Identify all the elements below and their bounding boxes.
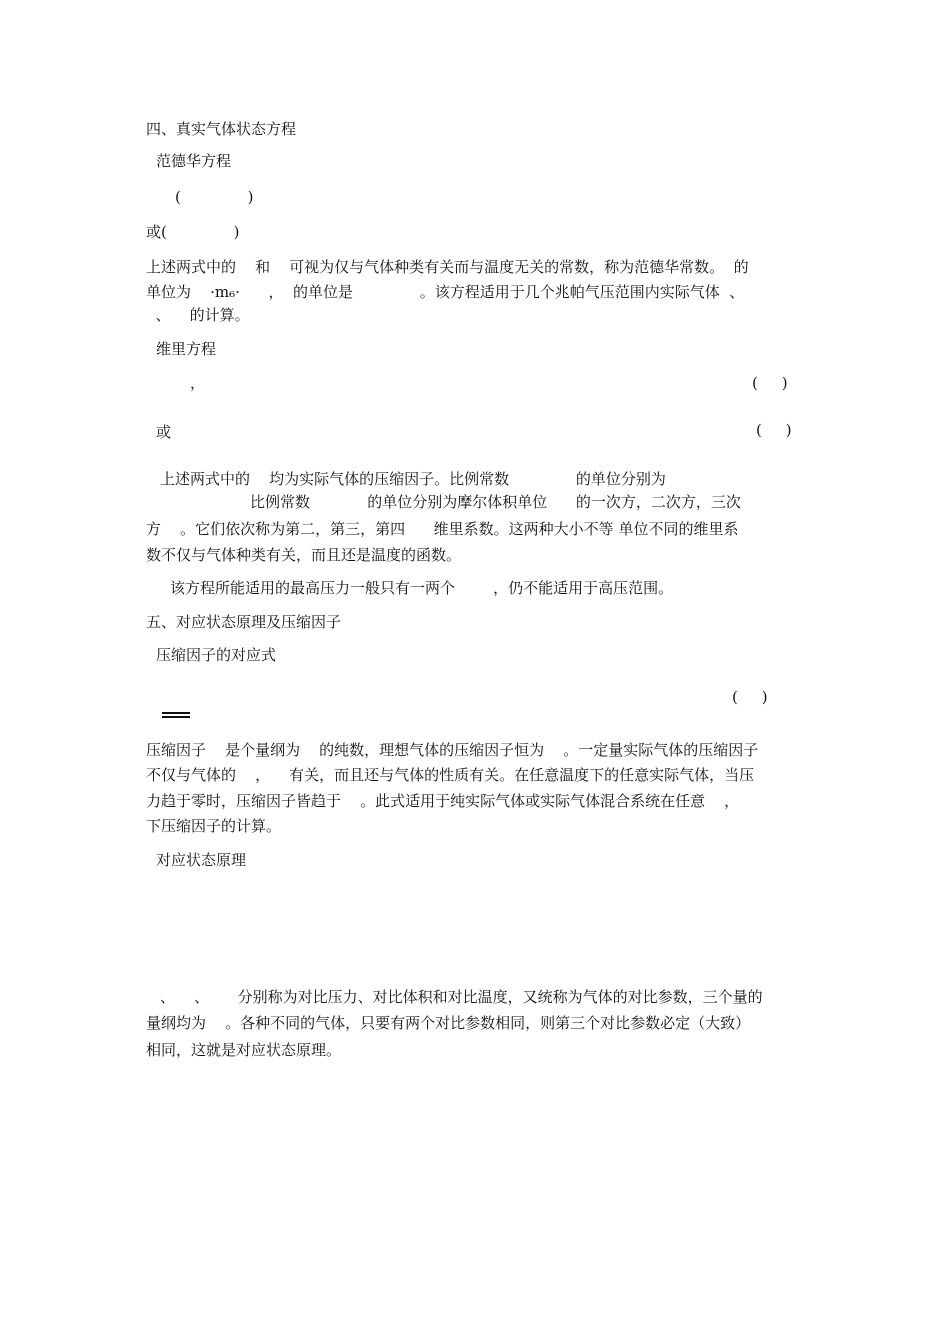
virial-eq2-number: ( ) [756,421,792,439]
z-para-line2: 不仅与气体的 ， 有关，而且还与气体的性质有关。在任意温度下的任意实际气体，当压 [146,766,755,784]
z-eq-number: ( ) [732,688,768,706]
vdw-eq2-number: 或( ) [146,223,240,241]
virial-para2: 该方程所能适用的最高压力一般只有一两个 ，仍不能适用于高压范围。 [170,579,674,597]
vdw-para-line3: 、 的计算。 [146,306,250,324]
section4-heading: 四、真实气体状态方程 [146,120,297,138]
section5-heading: 五、对应状态原理及压缩因子 [146,613,342,631]
z-para-line4: 下压缩因子的计算。 [146,817,282,835]
virial-para-line1: 上述两式中的 均为实际气体的压缩因子。比例常数 的单位分别为 [160,470,666,488]
corresponding-para-line1: 、 、 分别称为对比压力、对比体积和对比温度，又统称为气体的对比参数，三个量的 [160,988,763,1006]
z-title: 压缩因子的对应式 [156,646,277,664]
equals-rule-top [162,712,190,714]
virial-eq1-comma: ， [190,374,206,392]
z-para-line3: 力趋于零时，压缩因子皆趋于 。此式适用于纯实际气体或实际气体混合系统在任意 ， [146,792,740,810]
equals-rule-bottom [162,716,190,718]
virial-eq1-number: ( ) [752,374,788,392]
vdw-title: 范德华方程 [156,152,232,170]
virial-para-line2: 比例常数 的单位分别为摩尔体积单位 的一次方，二次方，三次 [250,493,741,511]
corresponding-title: 对应状态原理 [156,851,247,869]
virial-para-line4: 数不仅与气体种类有关，而且还是温度的函数。 [146,546,462,564]
virial-para-line3: 方 。它们依次称为第二，第三，第四 维里系数。这两种大小不等 单位不同的维里系 [146,520,739,538]
vdw-para-line1: 上述两式中的 和 可视为仅与气体种类有关而与温度无关的常数，称为范德华常数。 的 [146,258,749,276]
virial-eq2-or: 或 [156,423,172,441]
vdw-eq1-number: ( ) [175,188,254,206]
virial-title: 维里方程 [156,340,217,358]
z-para-line1: 压缩因子 是个量纲为 的纯数，理想气体的压缩因子恒为 。一定量实际气体的压缩因子 [146,741,759,759]
corresponding-para-line2: 量纲均为 。各种不同的气体，只要有两个对比参数相同，则第三个对比参数必定（大致） [146,1014,751,1032]
vdw-para-line2: 单位为 ·m₆· ， 的单位是 。该方程适用于几个兆帕气压范围内实际气体 、 [146,283,745,301]
corresponding-para-line3: 相同，这就是对应状态原理。 [146,1041,342,1059]
